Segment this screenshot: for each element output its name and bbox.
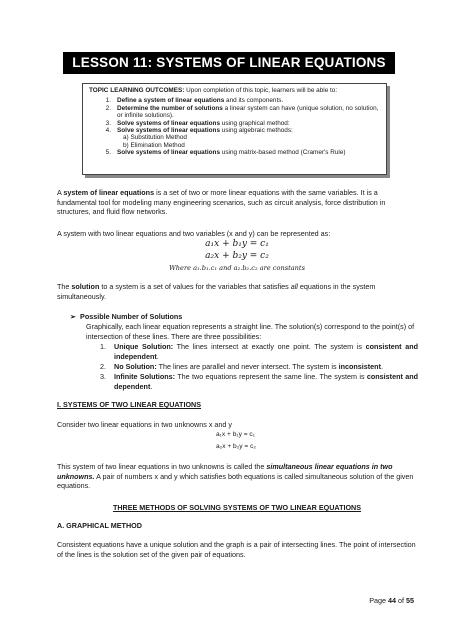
constants-note: Where a₁.b₁.c₁ and a₂.b₂.c₂ are constants bbox=[169, 264, 305, 272]
outcome-item: 5. Solve systems of linear equations using matrix-based method (Cramer's Rule) bbox=[105, 149, 346, 157]
outcome-item: 3. Solve systems of linear equations using graphical method: bbox=[105, 119, 290, 127]
simultaneous-paragraph: This system of two linear equations in two unknowns is called the simultaneous linear equations in two unknowns. A pair of numbers x and y which satisfies both equations is called simultaneous solution of the given equations. bbox=[57, 462, 414, 491]
outcomes-heading: TOPIC LEARNING OUTCOMES: Upon completion of this topic, learners will be able to: bbox=[89, 87, 338, 94]
outcome-item: 2. Determine the number of solutions a linear system can have (unique solution, no solution, or infinite solutions). bbox=[105, 104, 379, 120]
consider-text: Consider two linear equations in two unknowns x and y bbox=[57, 420, 232, 429]
small-equation-2: a₂x + b₂y = c₂ bbox=[216, 443, 256, 450]
equation-2: a₂x + b₂y = c₂ bbox=[205, 251, 269, 261]
case-infinite: 3. Infinite Solutions: The two equations represent the same line. The system is consistent and dependent. bbox=[100, 372, 418, 391]
solution-paragraph: The solution to a system is a set of values for the variables that satisfies all equations in the system simultaneously. bbox=[57, 282, 376, 301]
equation-1: a₁x + b₁y = c₁ bbox=[205, 239, 269, 249]
learning-outcomes-box bbox=[82, 83, 387, 175]
outcome-item: 1. Define a system of linear equations and its components. bbox=[105, 97, 284, 105]
intro-paragraph: A system of linear equations is a set of two or more linear equations with the same variables. It is a fundamental tool for modeling many engineering scenarios, such as circuit analysis, force distribution in structures, and fluid flow networks. bbox=[57, 188, 386, 217]
section-heading-systems: I. SYSTEMS OF TWO LINEAR EQUATIONS bbox=[57, 400, 202, 409]
outcome-subitem: a) Substitution Method bbox=[123, 134, 187, 142]
outcome-subitem: b) Elimination Method bbox=[123, 141, 185, 149]
arrow-bullet-icon: ➢ bbox=[70, 312, 77, 321]
lesson-title: LESSON 11: SYSTEMS OF LINEAR EQUATIONS bbox=[63, 52, 395, 74]
page-number: Page 44 of 55 bbox=[369, 596, 414, 605]
graphical-method-heading: A. GRAPHICAL METHOD bbox=[57, 521, 142, 530]
outcomes-list bbox=[89, 97, 380, 156]
case-unique: 1. Unique Solution: The lines intersect at exactly one point. The system is consistent and independent. bbox=[100, 342, 418, 361]
small-equation-1: a₁x + b₁y = c₁ bbox=[216, 431, 255, 438]
possible-solutions-body: Graphically, each linear equation represents a straight line. The solution(s) correspond to the point(s) of intersection of these lines. There are three possibilities: bbox=[86, 322, 415, 341]
possible-solutions-heading: ➢ Possible Number of Solutions bbox=[70, 312, 183, 321]
outcome-item: 4. Solve systems of linear equations using algebraic methods: bbox=[105, 127, 293, 135]
three-methods-heading: THREE METHODS OF SOLVING SYSTEMS OF TWO LINEAR EQUATIONS bbox=[112, 503, 362, 512]
case-none: 2. No Solution: The lines are parallel and never intersect. The system is inconsistent. bbox=[100, 362, 383, 371]
representation-text: A system with two linear equations and two variables (x and y) can be represented as: bbox=[57, 229, 331, 238]
consistent-paragraph: Consistent equations have a unique solution and the graph is a pair of intersecting lines. The point of intersection of the lines is the solution set of the given pair of equations. bbox=[57, 540, 416, 559]
